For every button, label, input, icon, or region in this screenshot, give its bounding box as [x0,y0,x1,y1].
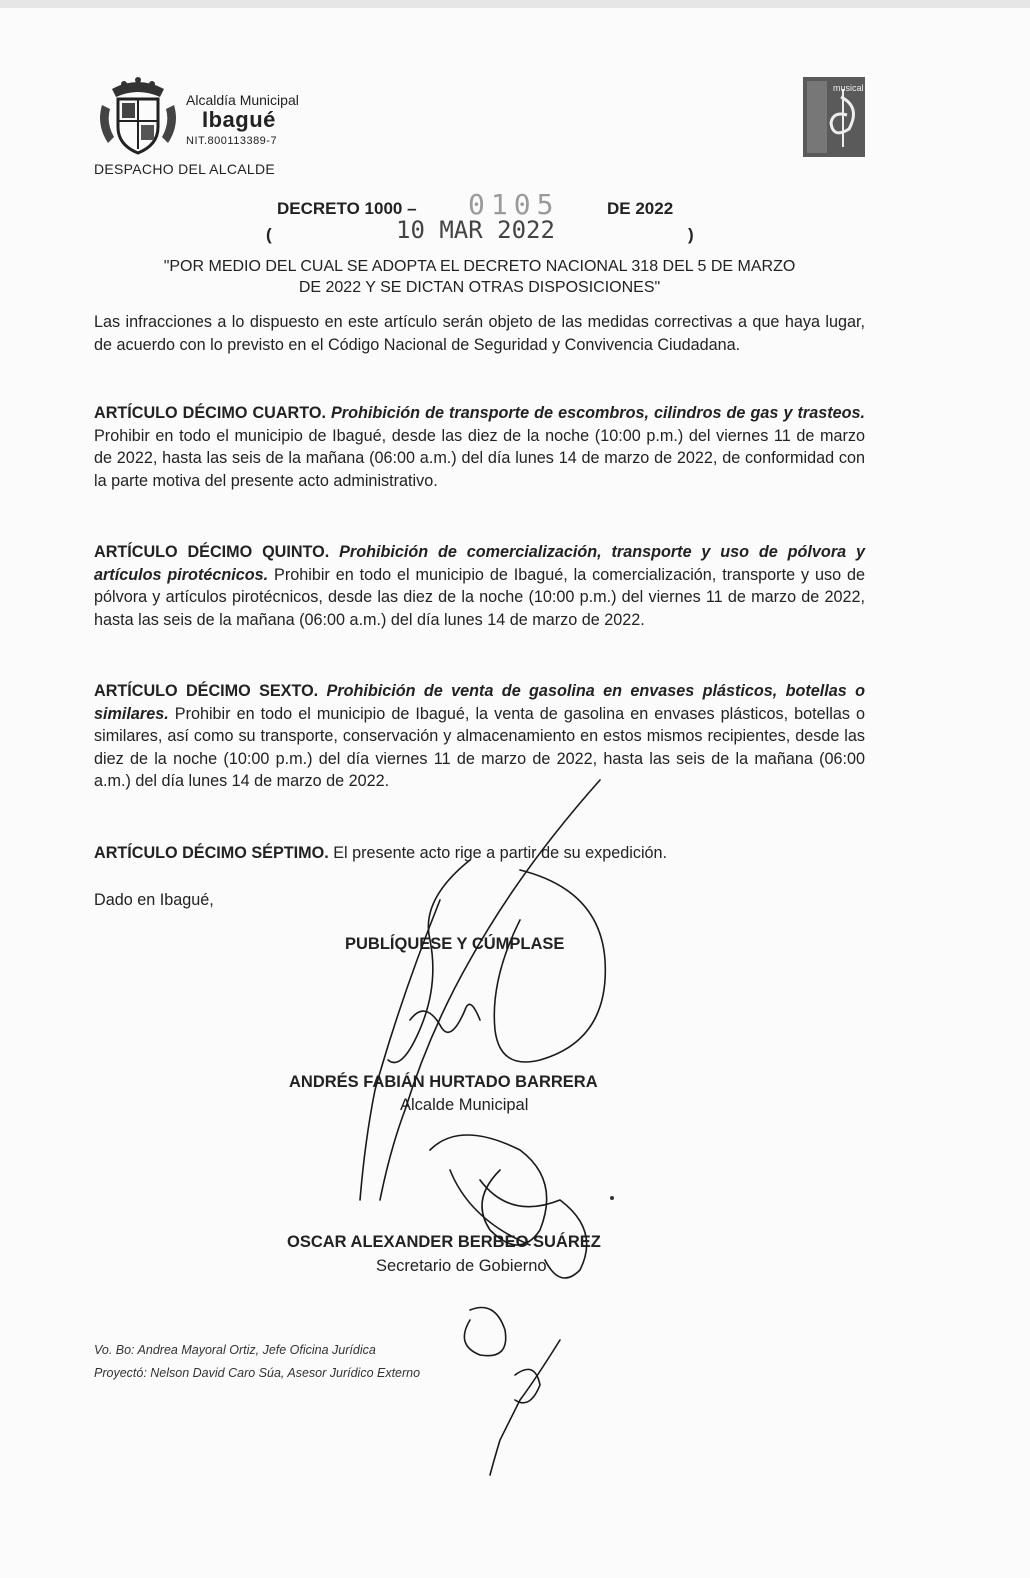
coat-of-arms-icon [94,75,182,157]
signer-2-name: OSCAR ALEXANDER BERBEO SUÁREZ [287,1233,601,1251]
article-17-title: ARTÍCULO DÉCIMO SÉPTIMO. [94,844,329,862]
decree-prefix: DECRETO 1000 – [277,199,417,218]
scan-top-border [0,0,1030,8]
article-15-title: ARTÍCULO DÉCIMO QUINTO. [94,543,330,561]
decree-number-stamp: 0105 [468,188,560,221]
decree-subject-line-1: "POR MEDIO DEL CUAL SE ADOPTA EL DECRETO NACIONAL 318 DEL 5 DE MARZO [163,258,796,275]
article-14 [94,402,865,492]
article-16-title: ARTÍCULO DÉCIMO SEXTO. [94,682,319,700]
article-17-text: El presente acto rige a partir de su expedición. [333,844,668,862]
brand-logo-text: musical [833,83,864,93]
brand-logo [803,77,865,157]
entity-name: Alcaldía Municipal [186,92,299,108]
decree-subject [94,256,865,298]
paren-close: ) [688,225,694,244]
drafted-note: Proyectó: Nelson David Caro Súa, Asesor Jurídico Externo [94,1366,421,1380]
article-14-title: ARTÍCULO DÉCIMO CUARTO. [94,404,326,422]
article-16-heading: Prohibición de venta de gasolina en envases plásticos, botellas o similares. [94,682,866,723]
entity-nit: NIT.800113389-7 [186,135,278,147]
signer-1-role: Alcalde Municipal [400,1096,529,1114]
article-15-heading: Prohibición de comercialización, transporte y uso de pólvora y artículos pirotécnicos. [94,543,865,584]
signer-1-name: ANDRÉS FABIÁN HURTADO BARRERA [289,1073,598,1091]
decree-date-stamp: 10 MAR 2022 [396,216,555,244]
article-15-text: Prohibir en todo el municipio de Ibagué, la comercialización, transporte y uso de pólvora y artículos pirotécnicos, desde las diez de la noche (10:00 p.m.) del viernes 11 de marzo de 2022, hasta las seis de la mañana (06:00 a.m.) del día lunes 14 de marzo de 2022. [94,565,865,629]
signer-2-role: Secretario de Gobierno [376,1257,547,1275]
intro-paragraph: Las infracciones a lo dispuesto en este artículo serán objeto de las medidas correctivas a que haya lugar, de acuerdo con lo previsto en el Código Nacional de Seguridad y Convivencia Ciudadana. [94,313,865,354]
closing-place: Dado en Ibagué, [94,891,214,909]
article-14-heading: Prohibición de transporte de escombros, cilindros de gas y trasteos. [331,404,865,422]
publish-clause: PUBLÍQUESE Y CÚMPLASE [345,935,565,953]
decree-subject-line-2: DE 2022 Y SE DICTAN OTRAS DISPOSICIONES" [298,279,661,296]
article-14-text: Prohibir en todo el municipio de Ibagué, desde las diez de la noche (10:00 p.m.) del viernes 11 de marzo de 2022, hasta las seis de la mañana (06:00 a.m.) del día lunes 14 de marzo de 2022, de conformidad con la parte motiva del presente acto administrativo. [94,426,865,490]
article-16-text: Prohibir en todo el municipio de Ibagué, la venta de gasolina en envases plásticos, botellas o similares, así como su transporte, conservación y almacenamiento en estos mismos recipientes, desde las diez de la noche (10:00 p.m.) del día viernes 11 de marzo de 2022, hasta las seis de la mañana (06:00 a.m.) del día lunes 14 de marzo de 2022. [94,704,865,791]
article-15 [94,541,865,631]
article-16 [94,680,865,793]
article-17 [94,842,865,865]
decree-year: DE 2022 [607,199,674,218]
review-note: Vo. Bo: Andrea Mayoral Ortiz, Jefe Oficina Jurídica [94,1343,376,1357]
paren-open: ( [266,225,272,244]
entity-city: Ibagué [202,107,276,132]
office-name: DESPACHO DEL ALCALDE [94,161,276,177]
